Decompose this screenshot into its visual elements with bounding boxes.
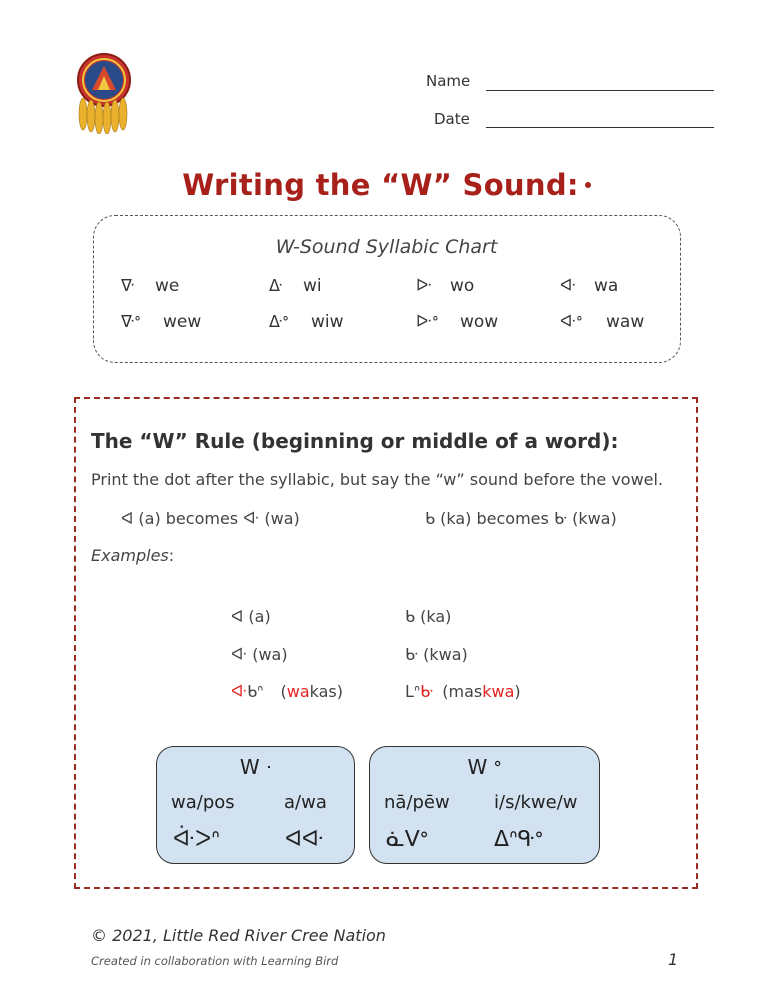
w-dot-box (156, 746, 355, 864)
example-maskwa: ᒪᐢᑿ (maskwa) (405, 682, 521, 701)
becomes-a-wa: ᐊ (a) becomes ᐘ (wa) (121, 509, 300, 528)
copyright: © 2021, Little Red River Cree Nation (91, 926, 386, 945)
collaboration-note: Created in collaboration with Learning Bird (91, 954, 339, 968)
example-wa: ᐘ (wa) (231, 645, 288, 664)
name-label: Name (426, 72, 471, 90)
examples-label: Examples: (91, 546, 175, 565)
example-ka: ᑲ (ka) (405, 607, 452, 626)
syllabic-wapos: ᐚᐳᐢ (173, 827, 220, 852)
rule-text: Print the dot after the syllabic, but say the “w” sound before the vowel. (91, 470, 664, 489)
word-iskwew: i/s/kwe/w (494, 792, 578, 813)
date-field[interactable] (486, 127, 714, 128)
syllabic-iskwew: ᐃᐢᑵᐤ (494, 827, 544, 852)
example-a: ᐊ (a) (231, 607, 271, 626)
chart-cell-wi: ᐏ wi (269, 276, 322, 296)
chart-cell-waw: ᐘᐤ waw (560, 312, 645, 332)
syllabic-dot-icon (585, 182, 591, 188)
syllabic-napew: ᓈᐯᐤ (386, 827, 429, 852)
chart-cell-we: ᐍ we (121, 276, 180, 296)
becomes-ka-kwa: ᑲ (ka) becomes ᑿ (kwa) (425, 509, 617, 528)
word-napew: nā/pēw (384, 792, 450, 813)
syllabic-awa: ᐊᐘ (285, 827, 325, 852)
word-wapos: wa/pos (171, 792, 235, 813)
page-number: 1 (668, 950, 679, 969)
chart-cell-wa: ᐘ wa (560, 276, 619, 296)
example-kwa: ᑿ (kwa) (405, 645, 468, 664)
word-awa: a/wa (284, 792, 327, 813)
lrrcn-logo (74, 52, 134, 134)
w-circle-box (369, 746, 600, 864)
chart-cell-wew: ᐍᐤ wew (121, 312, 202, 332)
example-wakas: ᐘᑲᐢ (wakas) (231, 682, 343, 701)
date-label: Date (434, 110, 470, 128)
chart-cell-wiw: ᐏᐤ wiw (269, 312, 344, 332)
w-dot-heading: W ᐧ (239, 755, 272, 779)
rule-heading: The “W” Rule (beginning or middle of a word): (91, 429, 619, 453)
name-field[interactable] (486, 90, 714, 91)
chart-title: W-Sound Syllabic Chart (275, 236, 498, 258)
chart-cell-wow: ᐓᐤ wow (416, 312, 499, 332)
w-circle-heading: W ᐤ (467, 755, 502, 779)
chart-cell-wo: ᐓ wo (416, 276, 475, 296)
page-title: Writing the “W” Sound: (0, 168, 773, 202)
